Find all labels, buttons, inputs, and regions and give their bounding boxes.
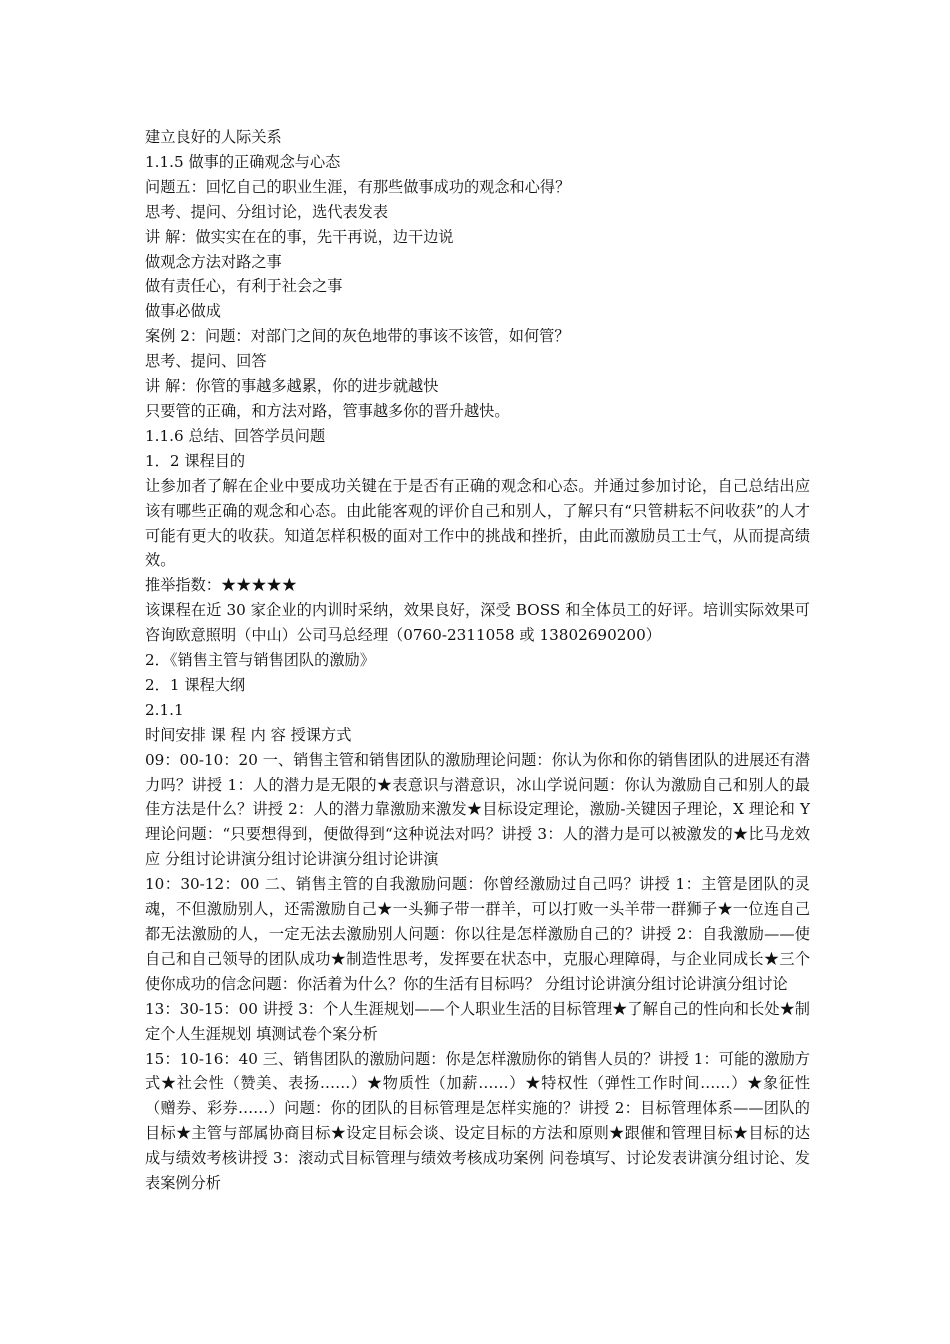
course-purpose-paragraph: 让参加者了解在企业中要成功关键在于是否有正确的观念和心态。并通过参加讨论，自己总结出应该有哪些正确的观念和心态。由此能客观的评价自己和别人，了解只有“只管耕耘不问收获”的人才可能有更大的收获。知道怎样积极的面对工作中的挑战和挫折，由此而激励员工士气，从而提高绩效。 <box>145 476 810 570</box>
course-two-title: 2．《销售主管与销售团队的激励》 <box>145 651 375 670</box>
section-heading-2-1: 2．1 课程大纲 <box>145 675 246 694</box>
section-heading-1-1-5: 1.1.5 做事的正确观念与心态 <box>145 152 341 171</box>
case-two-line: 案例 2：问题：对部门之间的灰色地带的事该不该管，如何管？ <box>145 327 570 346</box>
rating-line: 推举指数：★★★★★ <box>145 576 297 595</box>
explanation-line: 讲 解：做实实在在的事，先干再说，边干边说 <box>145 227 454 246</box>
principle-line-3: 做事必做成 <box>145 302 221 321</box>
adoption-paragraph: 该课程在近 30 家企业的内训时采纳，效果良好，深受 BOSS 和全体员工的好评。培训实际效果可咨询欧意照明（中山）公司马总经理（0760-2311058 或 13802690200） <box>145 601 810 645</box>
line-relationship: 建立良好的人际关系 <box>145 128 282 146</box>
principle-line-2: 做有责任心，有利于社会之事 <box>145 277 343 296</box>
principle-line-1: 做观念方法对路之事 <box>145 252 282 271</box>
schedule-block-0900: 09：00-10：20 一、销售主管和销售团队的激励理论问题：你认为你和你的销售团队的进展还有潜力吗？讲授 1：人的潜力是无限的★表意识与潜意识，冰山学说问题：你认为激励自己和别人的最佳方法是什么？讲授 2：人的潜力靠激励来激发★目标设定理论，激励-关键因子理论，X 理论和 Y 理论问题：“只要想得到，便做得到“这种说法对吗？讲授 3：人的潜力是可以被激发的★比马龙效应 分组讨论讲演分组讨论讲演分组讨论讲演 <box>145 750 810 869</box>
schedule-header: 时间安排 课 程 内 容 授课方式 <box>145 725 352 744</box>
schedule-block-1030: 10：30-12：00 二、销售主管的自我激励问题：你曾经激励过自己吗？讲授 1：主管是团队的灵魂，不但激励别人，还需激励自己★一头狮子带一群羊，可以打败一头羊带一群狮子★一位连自己都无法激励的人，一定无法去激励别人问题：你以往是怎样激励自己的？讲授 2：自我激励——使自己和自己领导的团队成功★制造性思考，发挥要在状态中，克服心理障碍，与企业同成长★三个使你成功的信念问题：你活着为什么？你的生活有目标吗？ 分组讨论讲演分组讨论讲演分组讨论 <box>145 875 810 993</box>
document-body <box>145 125 810 1196</box>
schedule-block-1330: 13：30-15：00 讲授 3：个人生涯规划——个人职业生活的目标管理★了解自己的性向和长处★制定个人生涯规划 填测试卷个案分析 <box>145 999 810 1043</box>
section-heading-1-2: 1．2 课程目的 <box>145 451 246 470</box>
section-heading-2-1-1: 2.1.1 <box>145 700 184 719</box>
question-five: 问题五：回忆自己的职业生涯，有那些做事成功的观念和心得？ <box>145 177 571 196</box>
explanation-line-2: 讲 解：你管的事越多越累，你的进步就越快 <box>145 377 439 396</box>
schedule-block-1510: 15：10-16：40 三、销售团队的激励问题：你是怎样激励你的销售人员的？讲授 1：可能的激励方式★社会性（赞美、表扬……）★物质性（加薪……）★特权性（弹性工作时间……）★象征性（赠券、彩券……）问题：你的团队的目标管理是怎样实施的？讲授 2：目标管理体系——团队的目标★主管与部属协商目标★设定目标会谈、设定目标的方法和原则★跟催和管理目标★目标的达成与绩效考核讲授 3：滚动式目标管理与绩效考核成功案例 问卷填写、讨论发表讲演分组讨论、发表案例分析 <box>145 1049 810 1193</box>
activity-line: 思考、提问、分组讨论，选代表发表 <box>145 202 388 221</box>
section-heading-1-1-6: 1.1.6 总结、回答学员问题 <box>145 426 326 445</box>
activity-line-2: 思考、提问、回答 <box>145 352 267 371</box>
conclusion-line: 只要管的正确，和方法对路，管事越多你的晋升越快。 <box>145 401 510 420</box>
